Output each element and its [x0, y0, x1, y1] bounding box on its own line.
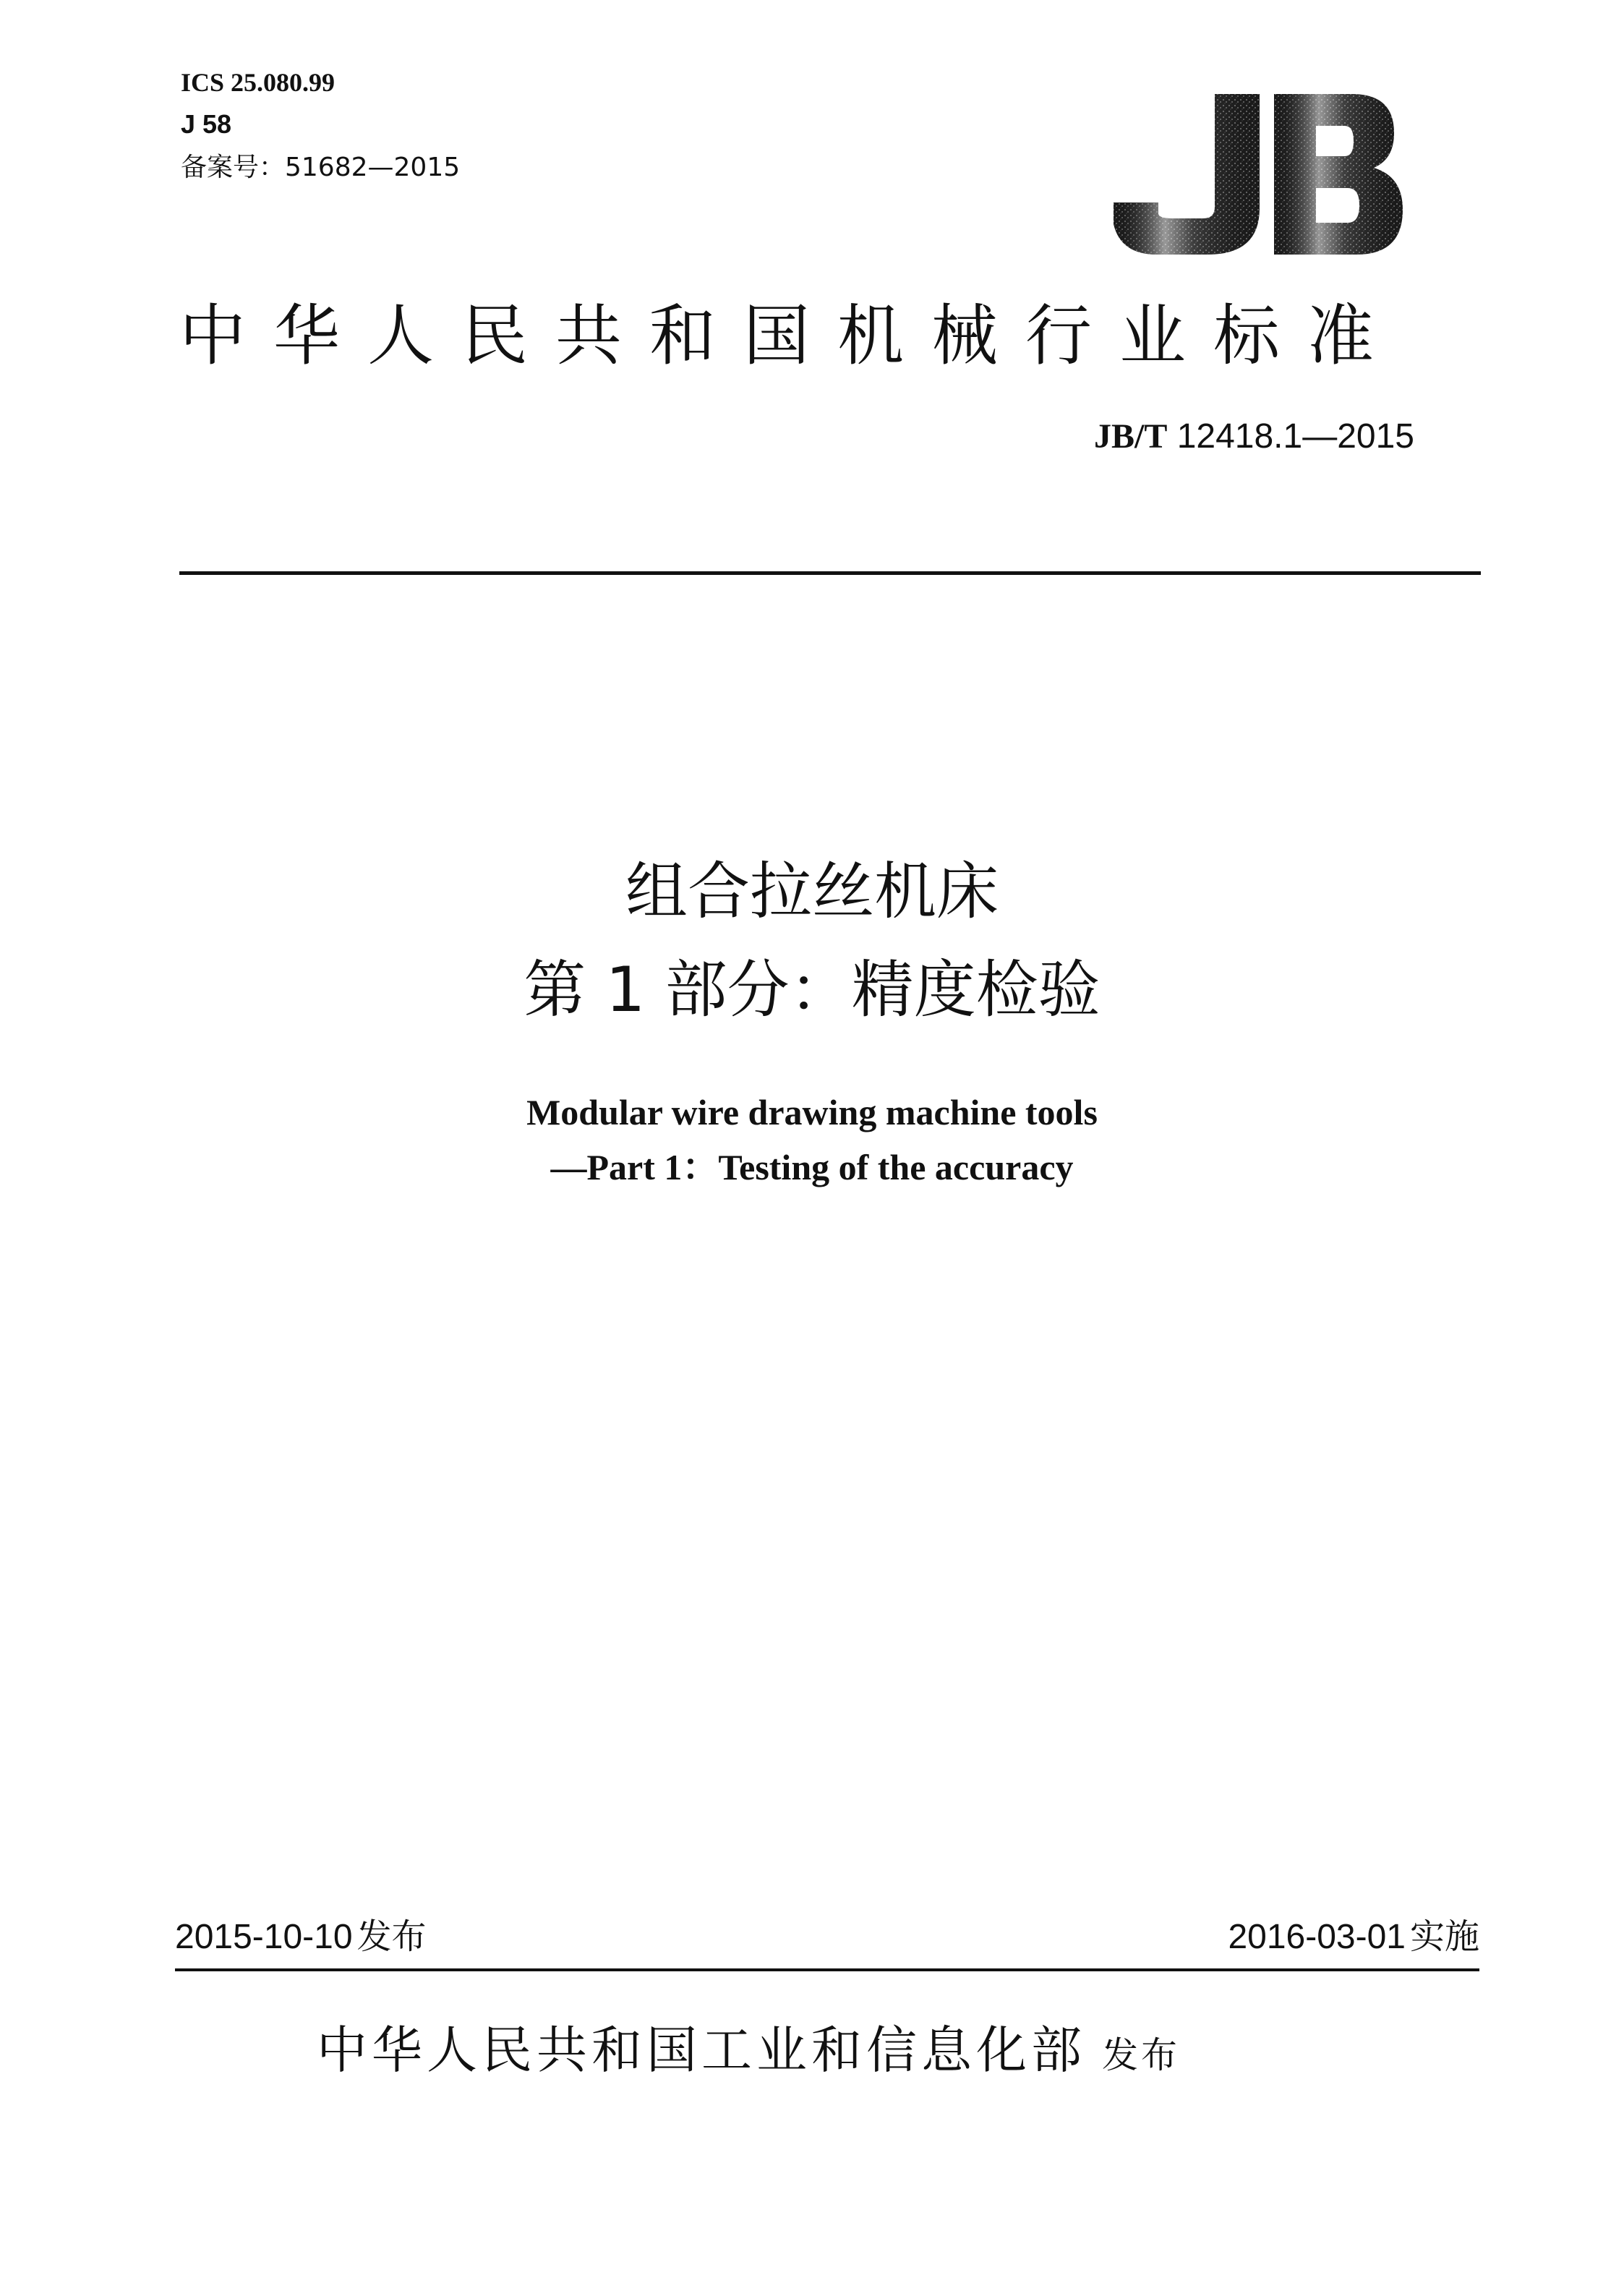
- title-cn-main: 组合拉丝机床: [625, 855, 999, 928]
- issuer-name: 中华人民共和国工业和信息化部: [317, 2020, 1086, 2080]
- issue-date-value: 2015-10-10: [175, 1918, 353, 1956]
- standard-prefix: JB/T: [1093, 417, 1168, 456]
- logo-letter-b: [1274, 94, 1403, 255]
- title-en-main: Modular wire drawing machine tools: [526, 1092, 1098, 1132]
- filing-number: 备案号：51682—2015: [181, 153, 461, 182]
- header-divider: [179, 571, 1481, 575]
- implementation-date-label: 实施: [1409, 1916, 1479, 1957]
- implementation-date: [1228, 1915, 1479, 1959]
- implementation-date-value: 2016-03-01: [1228, 1918, 1406, 1956]
- classification-code: J 58: [181, 109, 232, 139]
- title-cn-part: 第 1 部分：精度检验: [523, 954, 1101, 1026]
- issue-date: [175, 1915, 427, 1959]
- issuer-action: 发布: [1102, 2034, 1180, 2076]
- ics-code: ICS 25.080.99: [181, 68, 336, 97]
- standard-code: 12418.1—2015: [1176, 417, 1414, 456]
- issue-date-label: 发布: [356, 1916, 427, 1957]
- jb-logo: [1106, 87, 1410, 260]
- logo-letter-j: [1114, 94, 1260, 255]
- issuer: [317, 2018, 1180, 2088]
- standard-category-title: 中华人民共和国机械行业标准: [179, 297, 1402, 375]
- footer-divider: [175, 1968, 1479, 1971]
- title-en-part: —Part 1：Testing of the accuracy: [550, 1147, 1074, 1187]
- standard-number: [1094, 415, 1414, 458]
